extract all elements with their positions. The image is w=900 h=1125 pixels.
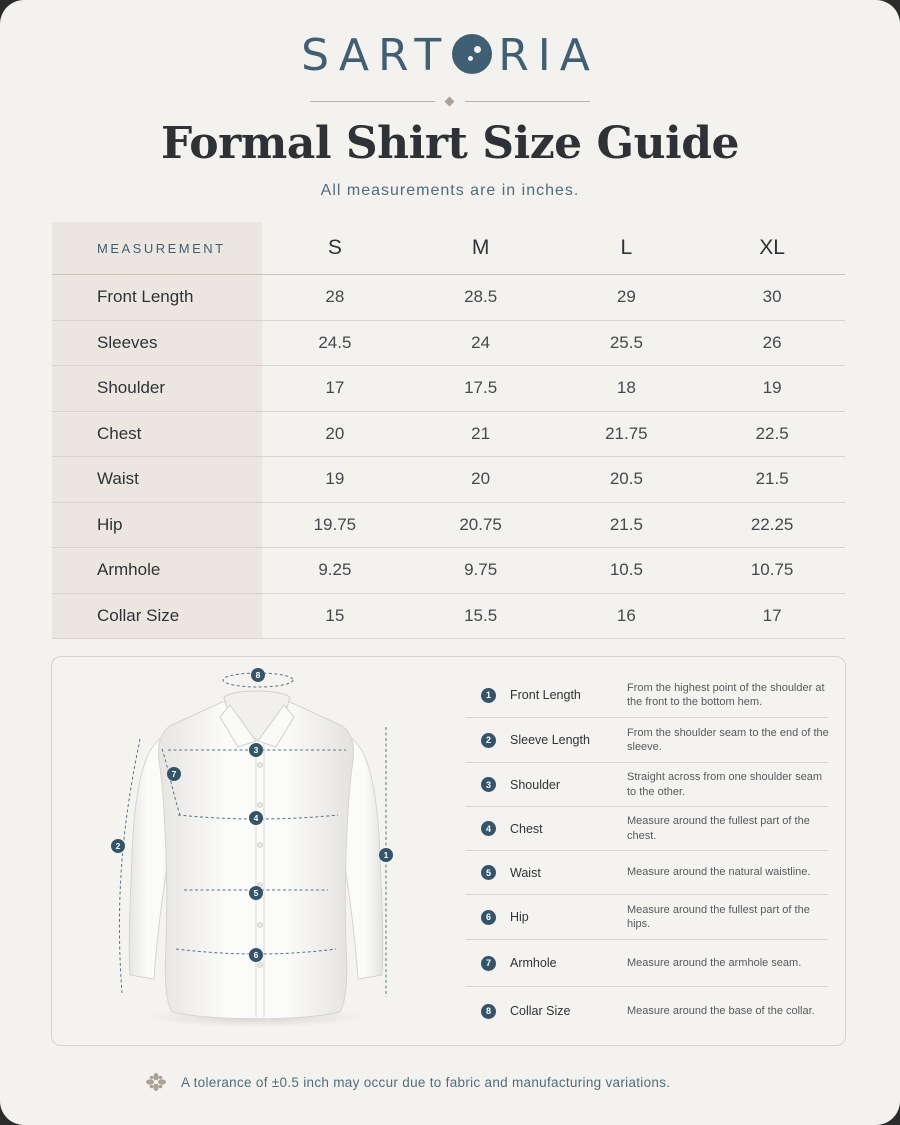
header-size-m: M [471,236,490,259]
table-cell: 9.25 [318,560,352,580]
table-cell: 17 [762,605,782,625]
table-cell: 20 [325,423,345,443]
legend-name: Chest [510,821,543,836]
legend-description: Measure around the natural waistline. [627,866,811,879]
header-size-l: L [620,236,633,259]
table-cell: 17.5 [464,378,498,398]
table-cell: 20 [471,469,491,489]
table-cell: 21 [471,423,491,443]
svg-text:1: 1 [383,850,389,860]
header-size-xl: XL [759,236,785,259]
table-row [52,594,845,640]
legend-item [466,987,828,1035]
svg-text:3: 3 [253,745,259,755]
marker-1 [379,848,393,862]
table-row [52,412,845,458]
legend-number-badge: 4 [481,821,496,836]
measurement-diagram-panel [51,656,846,1046]
page-title: Formal Shirt Size Guide [160,118,740,169]
legend-description: Measure around the fullest part of the chest. [627,815,810,842]
table-row [52,548,845,594]
row-label: Waist [97,469,139,489]
shirt-diagram [52,657,466,1045]
table-row [52,321,845,367]
header-measurement: MEASUREMENT [97,240,226,256]
table-row [52,457,845,503]
legend-item [466,851,828,895]
flower-ornament-icon [145,1072,167,1092]
svg-text:6: 6 [253,950,259,960]
table-row [52,366,845,412]
marker-5 [249,886,263,900]
marker-4 [249,811,263,825]
title-ornament-divider [310,96,590,108]
marker-3 [249,743,263,757]
table-cell: 24 [471,332,491,352]
legend-item [466,895,828,940]
legend-item [466,940,828,987]
row-label: Collar Size [97,605,180,625]
brand-o-mark-icon [452,34,492,74]
table-cell: 30 [762,287,782,307]
legend-description: Measure around the fullest part of the hips. [627,903,810,930]
legend-item [466,673,828,718]
table-cell: 24.5 [318,332,352,352]
legend-name: Front Length [510,688,581,702]
table-header-row [52,222,845,275]
table-cell: 26 [762,332,782,352]
row-label: Sleeves [97,332,158,352]
legend-description: From the highest point of the shoulder at the front to the bottom hem. [627,681,825,708]
table-cell: 22.25 [750,514,794,534]
table-cell: 20.5 [609,469,643,489]
table-cell: 19.75 [313,514,357,534]
legend-number-badge: 8 [481,1004,496,1019]
legend-number-badge: 2 [481,733,496,748]
table-cell: 10.75 [750,560,794,580]
row-label: Chest [97,423,142,443]
legend-name: Waist [510,865,541,880]
table-cell: 21.5 [755,469,789,489]
legend-number-badge: 1 [481,688,496,703]
row-label: Armhole [97,560,161,580]
legend-description: Measure around the base of the collar. [627,1004,815,1017]
legend-description: From the shoulder seam to the end of the sleeve. [627,726,829,753]
table-cell: 19 [325,469,345,489]
brand-logo [0,30,900,81]
svg-text:4: 4 [253,813,259,823]
legend-number-badge: 6 [481,910,496,925]
table-cell: 21.5 [609,514,643,534]
table-cell: 17 [325,378,345,398]
legend-name: Shoulder [510,777,561,792]
table-cell: 20.75 [459,514,502,534]
svg-text:5: 5 [253,888,259,898]
svg-text:2: 2 [115,841,121,851]
marker-2 [111,839,125,853]
header-size-s: S [327,236,342,259]
legend-item [466,718,828,763]
legend-item [466,763,828,807]
table-cell: 25.5 [609,332,643,352]
size-table [52,222,845,639]
legend-name: Hip [510,910,529,924]
row-label: Shoulder [97,378,166,398]
table-cell: 22.5 [755,423,789,443]
legend-description: Straight across from one shoulder seam to the other. [627,771,823,798]
marker-8 [251,668,265,682]
row-label: Hip [97,514,123,534]
legend-number-badge: 7 [481,956,496,971]
legend-name: Armhole [510,956,557,970]
legend-name: Collar Size [510,1004,571,1018]
table-cell: 21.75 [605,423,648,443]
brand-text-end: RIA [498,30,599,81]
brand-text-start: SART [301,30,451,81]
tolerance-footer [145,1072,785,1092]
measurement-legend [466,673,828,1035]
table-cell: 18 [616,378,636,398]
legend-number-badge: 3 [481,777,496,792]
svg-text:8: 8 [255,670,261,680]
table-cell: 15.5 [464,605,498,625]
table-cell: 28.5 [464,287,498,307]
table-cell: 10.5 [609,560,643,580]
table-cell: 28 [325,287,345,307]
table-row [52,503,845,549]
row-label: Front Length [97,287,194,307]
table-row [52,275,845,321]
table-cell: 9.75 [464,560,498,580]
table-cell: 16 [616,605,636,625]
table-cell: 29 [616,287,636,307]
legend-item [466,807,828,851]
page-subtitle: All measurements are in inches. [320,182,580,199]
tolerance-note: A tolerance of ±0.5 inch may occur due to fabric and manufacturing variations. [181,1074,671,1090]
table-cell: 19 [762,378,782,398]
svg-text:7: 7 [171,769,177,779]
legend-description: Measure around the armhole seam. [627,956,802,969]
legend-number-badge: 5 [481,865,496,880]
marker-6 [249,948,263,962]
table-cell: 15 [325,605,345,625]
marker-7 [167,767,181,781]
legend-name: Sleeve Length [510,733,590,747]
